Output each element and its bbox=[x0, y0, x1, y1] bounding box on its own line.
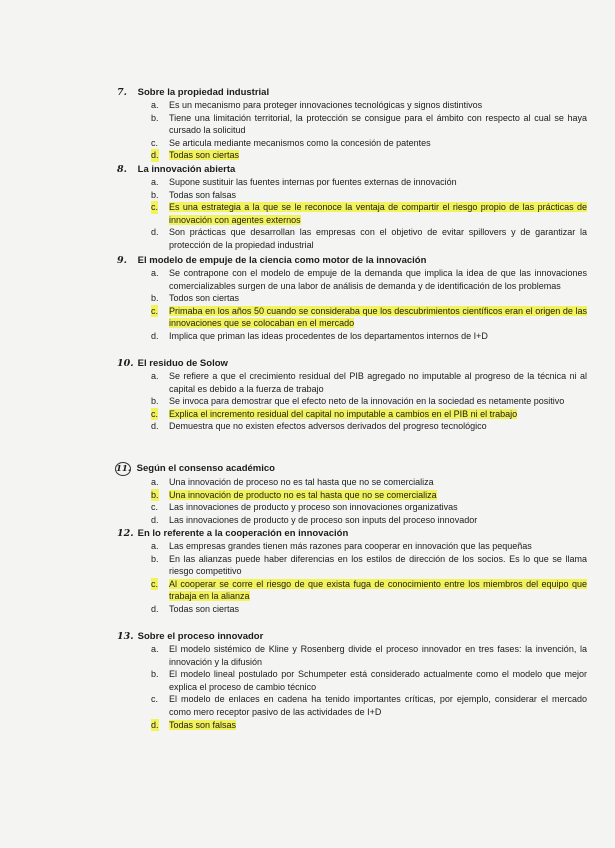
option-b bbox=[117, 489, 587, 502]
option-c bbox=[117, 501, 587, 514]
option-letter: c. bbox=[151, 305, 159, 316]
option-text: Se invoca para demostrar que el efecto neto de la innovación en la sociedad es netamente positivo bbox=[169, 396, 565, 407]
option-text: Las empresas grandes tienen más razones para cooperar en innovación que las pequeñas bbox=[169, 541, 532, 551]
option-list bbox=[117, 99, 587, 162]
option-letter: a. bbox=[151, 371, 159, 381]
option-c bbox=[117, 137, 587, 150]
option-letter: b. bbox=[151, 189, 159, 200]
option-letter: a. bbox=[151, 100, 159, 110]
option-list bbox=[117, 176, 587, 252]
option-a bbox=[117, 476, 587, 489]
option-d bbox=[117, 719, 587, 732]
option-text: Supone sustituir las fuentes internas por fuentes externas de innovación bbox=[169, 177, 457, 187]
option-list bbox=[117, 476, 587, 526]
question-12 bbox=[117, 528, 587, 616]
option-letter: d. bbox=[151, 150, 159, 161]
question-11 bbox=[117, 462, 587, 526]
option-c bbox=[117, 305, 587, 330]
option-a bbox=[117, 176, 587, 189]
question-number: 12. bbox=[117, 528, 134, 539]
option-d bbox=[117, 420, 587, 433]
option-a bbox=[117, 267, 587, 292]
option-letter: a. bbox=[151, 177, 159, 187]
option-letter: d. bbox=[151, 603, 159, 614]
option-letter: d. bbox=[151, 330, 159, 341]
option-letter: c. bbox=[151, 502, 159, 513]
option-b bbox=[117, 189, 587, 202]
option-b bbox=[117, 668, 587, 693]
option-list bbox=[117, 370, 587, 433]
option-letter: a. bbox=[151, 477, 159, 487]
option-c bbox=[117, 201, 587, 226]
question-title: Sobre la propiedad industrial bbox=[137, 87, 270, 98]
question-number: 11. bbox=[116, 464, 131, 474]
question-header bbox=[117, 164, 587, 176]
question-header bbox=[117, 528, 587, 540]
option-d bbox=[117, 514, 587, 527]
option-text: Las innovaciones de producto y proceso son innovaciones organizativas bbox=[169, 502, 458, 513]
question-13 bbox=[117, 631, 587, 731]
question-number: 9. bbox=[117, 255, 127, 266]
question-title: La innovación abierta bbox=[137, 164, 236, 175]
option-letter: b. bbox=[151, 293, 159, 304]
option-text: En las alianzas puede haber diferencias en los estilos de dirección de los socios. Es lo que se llama riesgo competitivo bbox=[169, 553, 587, 577]
option-letter: d. bbox=[151, 227, 159, 238]
question-number: 13. bbox=[117, 631, 134, 642]
option-letter: c. bbox=[151, 408, 159, 419]
option-list bbox=[117, 267, 587, 343]
option-text: Tiene una limitación territorial, la protección se consigue para el ámbito con respecto al cual se haya cursado la solicitud bbox=[169, 112, 587, 136]
option-d bbox=[117, 603, 587, 616]
option-b bbox=[117, 553, 587, 578]
option-letter: d. bbox=[151, 514, 159, 525]
option-text: Demuestra que no existen efectos adversos derivados del progreso tecnológico bbox=[169, 421, 487, 432]
option-text: Se contrapone con el modelo de empuje de la demanda que implica la idea de que las innovaciones comercializables surgen de una labor de análisis de demanda y de identificación de los problemas bbox=[169, 268, 587, 291]
question-title: Según el consenso académico bbox=[136, 463, 275, 474]
highlighted-answer: Primaba en los años 50 cuando se consideraba que los descubrimientos científicos eran el origen de las innovaciones que se colocaban en el mercado bbox=[169, 305, 587, 329]
option-a bbox=[117, 540, 587, 553]
option-letter: b. bbox=[151, 112, 159, 123]
option-b bbox=[117, 292, 587, 305]
option-list bbox=[117, 643, 587, 731]
option-d bbox=[117, 226, 587, 251]
option-letter: a. bbox=[151, 268, 159, 278]
option-text: Se articula mediante mecanismos como la concesión de patentes bbox=[169, 137, 431, 148]
option-c bbox=[117, 693, 587, 718]
question-title: Sobre el proceso innovador bbox=[137, 631, 264, 642]
option-text: Es un mecanismo para proteger innovaciones tecnológicas y signos distintivos bbox=[169, 100, 483, 110]
option-text: El modelo lineal postulado por Schumpeter está considerado actualmente como el modelo que mejor explica el proceso de cambio técnico bbox=[169, 669, 587, 692]
option-text: Las innovaciones de producto y de proceso son inputs del proceso innovador bbox=[169, 514, 478, 525]
option-letter: b. bbox=[151, 553, 159, 564]
highlighted-answer: Explica el incremento residual del capital no imputable a cambios en el PIB ni el trabajo bbox=[169, 408, 518, 419]
option-text: El modelo sistémico de Kline y Rosenberg divide el proceso innovador en tres fases: la invención, la innovación y la difusión bbox=[169, 644, 587, 667]
option-a bbox=[117, 99, 587, 112]
question-number: 8. bbox=[117, 164, 127, 175]
option-letter: c. bbox=[151, 137, 159, 148]
option-text: Una innovación de proceso no es tal hasta que no se comercializa bbox=[169, 477, 434, 487]
option-b bbox=[117, 395, 587, 408]
highlighted-answer: Al cooperar se corre el riesgo de que exista fuga de conocimiento entre los miembros del equipo que trabaja en la alianza bbox=[169, 578, 587, 602]
option-list bbox=[117, 540, 587, 616]
option-d bbox=[117, 149, 587, 162]
option-letter: c. bbox=[151, 202, 159, 213]
option-text: Todas son ciertas bbox=[169, 603, 240, 614]
question-number: 7. bbox=[117, 87, 127, 98]
question-number: 10. bbox=[117, 358, 134, 369]
option-a bbox=[117, 370, 587, 395]
question-9 bbox=[117, 255, 587, 343]
option-text: Se refiere a que el crecimiento residual del PIB agregado no imputable al progreso de la técnica ni al capital es debido a la fuerza de trabajo bbox=[169, 371, 587, 394]
question-10 bbox=[117, 358, 587, 433]
highlighted-answer: Todas son falsas bbox=[169, 719, 237, 730]
option-text: Implica que priman las ideas procedentes de los departamentos internos de I+D bbox=[169, 330, 488, 341]
question-title: El modelo de empuje de la ciencia como motor de la innovación bbox=[137, 255, 427, 266]
option-c bbox=[117, 578, 587, 603]
question-title: En lo referente a la cooperación en innovación bbox=[137, 528, 349, 539]
question-header bbox=[117, 358, 587, 370]
highlighted-answer: Una innovación de producto no es tal hasta que no se comercializa bbox=[169, 489, 437, 500]
question-7 bbox=[117, 87, 587, 162]
question-header bbox=[117, 462, 587, 476]
option-letter: c. bbox=[151, 694, 159, 705]
highlighted-answer: Es una estrategia a la que se le reconoce la ventaja de compartir el riesgo propio de las prácticas de innovación con agentes externos bbox=[169, 202, 587, 225]
option-b bbox=[117, 112, 587, 137]
option-letter: a. bbox=[151, 541, 159, 551]
option-letter: a. bbox=[151, 644, 159, 654]
question-8 bbox=[117, 164, 587, 252]
option-letter: b. bbox=[151, 489, 159, 500]
highlighted-answer: Todas son ciertas bbox=[169, 150, 240, 161]
option-letter: b. bbox=[151, 396, 159, 407]
option-text: El modelo de enlaces en cadena ha tenido importantes críticas, por ejemplo, considerar el mercado como mero receptor pasivo de las actividades de I+D bbox=[169, 694, 587, 717]
option-d bbox=[117, 330, 587, 343]
option-letter: d. bbox=[151, 421, 159, 432]
option-letter: c. bbox=[151, 578, 159, 589]
option-c bbox=[117, 408, 587, 421]
option-a bbox=[117, 643, 587, 668]
question-title: El residuo de Solow bbox=[137, 358, 228, 369]
option-text: Todos son ciertas bbox=[169, 293, 240, 304]
question-header bbox=[117, 87, 587, 99]
option-letter: d. bbox=[151, 719, 159, 730]
option-text: Son prácticas que desarrollan las empresas con el objetivo de evitar spillovers y de garantizar la protección de la propiedad industrial bbox=[169, 227, 587, 250]
option-letter: b. bbox=[151, 669, 159, 680]
question-header bbox=[117, 255, 587, 267]
option-text: Todas son falsas bbox=[169, 189, 237, 200]
question-header bbox=[117, 631, 587, 643]
